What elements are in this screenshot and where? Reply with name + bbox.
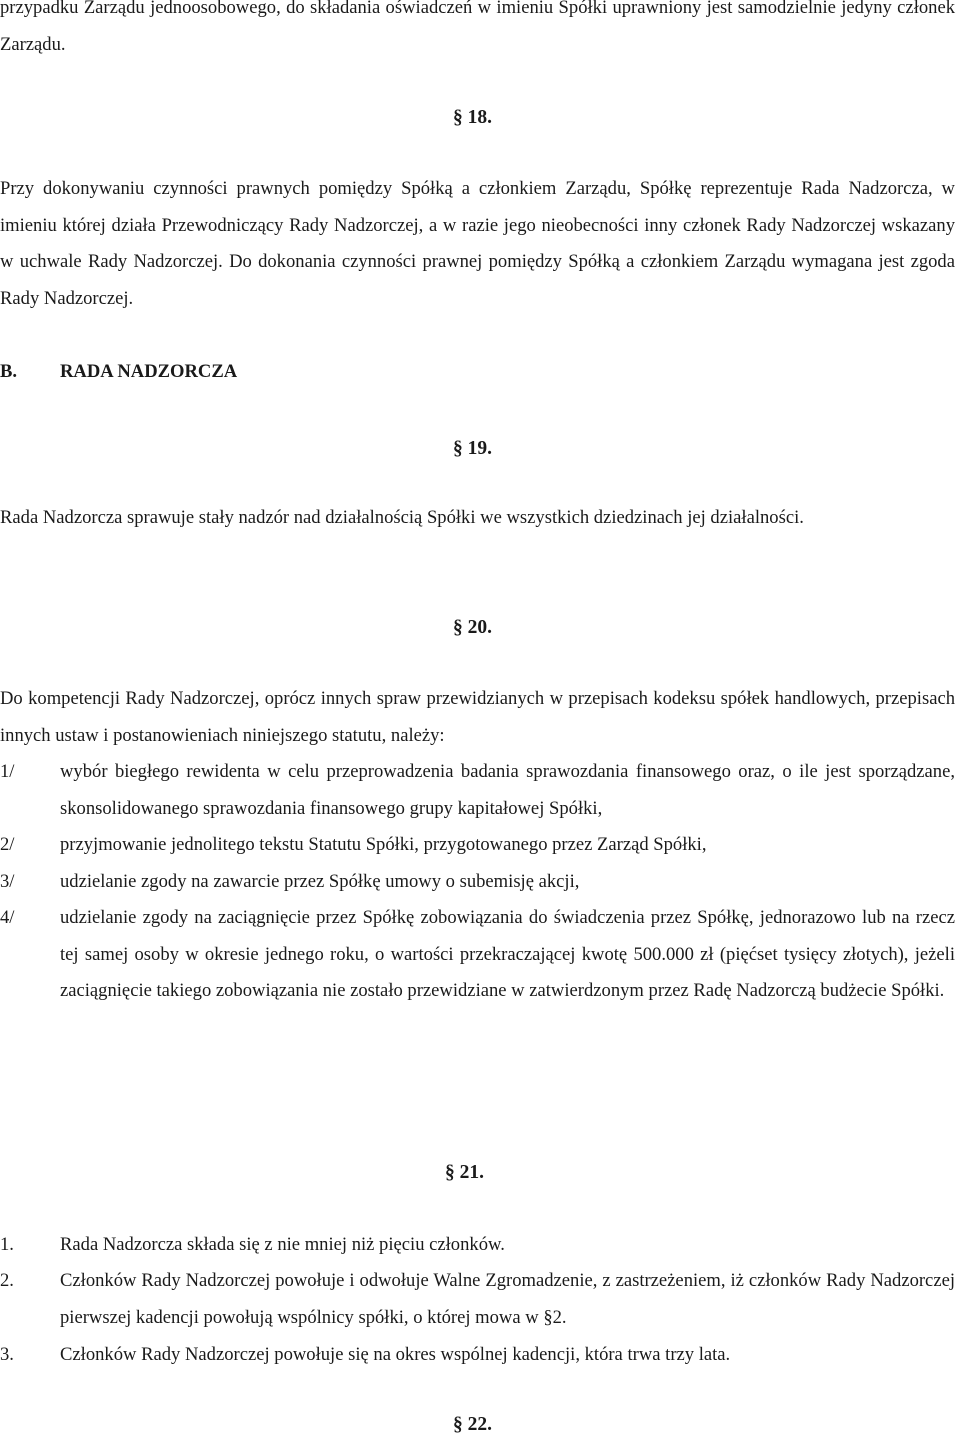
section-18-heading: § 18. [453,107,492,128]
section-19-paragraph: Rada Nadzorcza sprawuje stały nadzór nad działalnością Spółki we wszystkich dziedzinach jej działalności. [0,507,804,528]
list-item-text: przyjmowanie jednolitego tekstu Statutu Spółki, przygotowanego przez Zarząd Spółki, [60,834,707,855]
section-20-paragraph: Do kompetencji Rady Nadzorczej, oprócz innych spraw przewidzianych w przepisach kodeksu spółek handlowych, przepisach innych ustaw i postanowieniach niniejszego statutu, należy: [0,688,955,746]
section-20-heading: § 20. [453,617,492,638]
section-19-heading: § 19. [453,438,492,459]
list-item [0,827,955,864]
list-item [0,1337,955,1374]
chapter-letter: B. [0,361,18,382]
list-item [0,900,955,1010]
chapter-title: RADA NADZORCZA [60,361,238,382]
list-item [0,864,955,901]
list-item-text: Członków Rady Nadzorczej powołuje i odwołuje Walne Zgromadzenie, z zastrzeżeniem, iż członków Rady Nadzorczej pierwszej kadencji powołują wspólnicy spółki, o której mowa w §2. [60,1270,955,1328]
list-item-text: udzielanie zgody na zaciągnięcie przez Spółkę zobowiązania do świadczenia przez Spółkę, jednorazowo lub na rzecz tej samej osoby w okresie jednego roku, o wartości przekraczającej kwotę 500.000 zł (pięćset tysięcy złotych), jeżeli zaciągnięcie takiego zobowiązania nie zostało przewidziane w zatwierdzonym przez Radę Nadzorczą budżecie Spółki. [60,907,955,1002]
section-21-heading: § 21. [445,1162,484,1183]
section-22-heading: § 22. [453,1414,492,1435]
section-18-paragraph: Przy dokonywaniu czynności prawnych pomiędzy Spółką a członkiem Zarządu, Spółkę reprezentuje Rada Nadzorcza, w imieniu której działa Przewodniczący Rady Nadzorczej, a w razie jego nieobecności inny członek Rady Nadzorczej wskazany w uchwale Rady Nadzorczej. Do dokonania czynności prawnej pomiędzy Spółką a członkiem Zarządu wymagana jest zgoda Rady Nadzorczej. [0,178,955,309]
list-item-text: wybór biegłego rewidenta w celu przeprowadzenia badania sprawozdania finansowego oraz, o ile jest sporządzane, skonsolidowanego sprawozdania finansowego grupy kapitałowej Spółki, [60,761,955,819]
list-item-text: Członków Rady Nadzorczej powołuje się na okres wspólnej kadencji, która trwa trzy lata. [60,1344,731,1365]
list-item-text: udzielanie zgody na zawarcie przez Spółkę umowy o subemisję akcji, [60,871,580,892]
list-item [0,1227,955,1264]
list-item-number: 2/ [0,834,15,855]
list-item [0,754,955,827]
list-item-number: 1/ [0,761,15,782]
list-item-number: 3/ [0,871,15,892]
list-item-number: 2. [0,1270,14,1291]
list-item-text: Rada Nadzorcza składa się z nie mniej niż pięciu członków. [60,1234,505,1255]
list-item-number: 4/ [0,907,15,928]
intro-paragraph: przypadku Zarządu jednoosobowego, do składania oświadczeń w imieniu Spółki uprawniony jest samodzielnie jedyny członek Zarządu. [0,0,955,55]
list-item-number: 3. [0,1344,14,1365]
list-item [0,1263,955,1336]
chapter-b-heading [0,360,237,384]
list-item-number: 1. [0,1234,14,1255]
